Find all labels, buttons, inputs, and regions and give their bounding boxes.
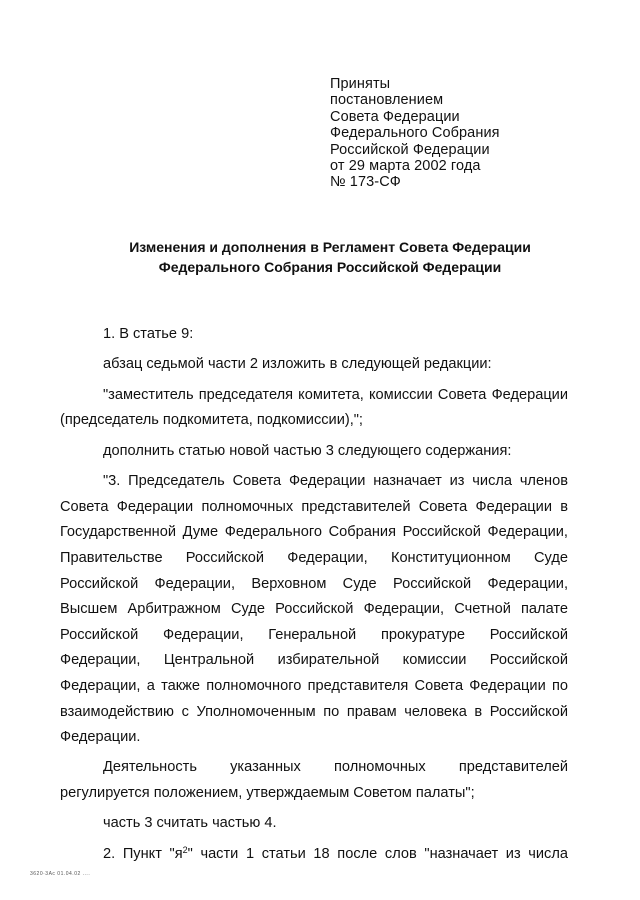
paragraph: часть 3 считать частью 4. — [103, 815, 277, 832]
item-2-paragraph — [60, 842, 568, 868]
title-line-2: Федерального Собрания Российской Федерации — [158, 259, 502, 275]
adoption-line: Приняты — [330, 76, 391, 92]
item-1-heading: 1. В статье 9: — [103, 326, 194, 342]
document-title — [60, 237, 600, 277]
paragraph: дополнить статью новой частью 3 следующего содержания: — [103, 442, 512, 459]
adoption-line: Российской Федерации — [330, 141, 490, 158]
document-body — [60, 322, 568, 867]
adoption-line: Федерального Собрания — [330, 125, 500, 142]
adoption-date: от 29 марта 2002 года — [330, 158, 481, 175]
item-2-text-start: 2. Пункт "я — [103, 845, 183, 862]
footer-code: 3620·3Ас 01.04.02 .... — [30, 871, 91, 877]
title-line-1: Изменения и дополнения в Регламент Совета Федерации — [129, 239, 531, 255]
adoption-line: Совета Федерации — [330, 108, 460, 125]
adoption-number: № 173-СФ — [330, 174, 401, 191]
paragraph: Деятельность указанных полномочных представителей регулируется положением, утверждаемым Советом палаты"; — [60, 759, 568, 802]
quoted-paragraph: "заместитель председателя комитета, комиссии Совета Федерации (председатель подкомитета, подкомиссии),"; — [60, 386, 568, 429]
item-2-text-end: " части 1 статьи 18 после слов "назначает из числа — [187, 845, 568, 862]
paragraph: абзац седьмой части 2 изложить в следующей редакции: — [103, 356, 492, 373]
adoption-block — [330, 76, 500, 191]
superscript: 2 — [182, 844, 188, 855]
adoption-line: постановлением — [330, 92, 444, 109]
quoted-part-3: "3. Председатель Совета Федерации назначает из числа членов Совета Федерации полномочных представителей Совета Федерации в Государственной Думе Федерального Собрания Российской Федерации, Правительстве Российской Федерации, Конституционном Суде Российской Федерации, Верховном Суде Российской Федерации, Высшем Арбитражном Суде Российской Федерации, Счетной палате Российской Федерации, Генеральной прокуратуре Российской Федерации, Центральной избирательной комиссии Российской Федерации, а также полномочного представителя Совета Федерации по взаимодействию с Уполномоченным по правам человека в Российской Федерации. — [60, 473, 568, 746]
